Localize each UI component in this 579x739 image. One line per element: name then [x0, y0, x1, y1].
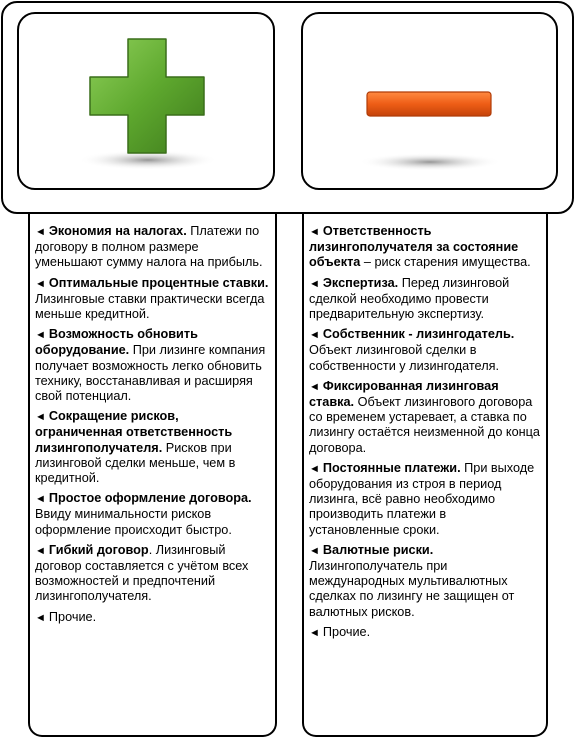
list-item: ◄ Постоянные платежи. При выходе оборудования из строя в период лизинга, всё равно необходимо производить платежи в установленные сроки.: [309, 460, 535, 537]
list-item: ◄ Простое оформление договора. Ввиду минимальности рисков оформление происходит быстро.: [35, 491, 252, 537]
list-item: ◄ Гибкий договор. Лизинговый договор составляется с учётом всех возможностей и предпочтений лизингополучателя.: [35, 542, 249, 604]
arrow-left-icon: ◄: [309, 462, 320, 475]
plus-icon: [19, 14, 273, 188]
list-item: ◄ Экономия на налогах. Платежи по договору в полном размере уменьшают сумму налога на прибыль.: [35, 224, 263, 270]
list-item: ◄ Ответственность лизингополучателя за состояние объекта – риск старения имущества.: [309, 224, 531, 270]
arrow-left-icon: ◄: [35, 544, 46, 557]
arrow-left-icon: ◄: [35, 611, 46, 624]
advantages-column: [28, 214, 277, 737]
arrow-left-icon: ◄: [309, 226, 320, 238]
arrow-left-icon: ◄: [35, 493, 46, 506]
arrow-left-icon: ◄: [35, 411, 46, 424]
arrow-left-icon: ◄: [35, 277, 46, 290]
arrow-left-icon: ◄: [35, 329, 46, 342]
plus-panel: [17, 12, 275, 190]
arrow-left-icon: ◄: [309, 277, 320, 290]
minus-panel: [301, 12, 558, 190]
arrow-left-icon: ◄: [309, 329, 320, 342]
list-item: ◄ Фиксированная лизинговая ставка. Объект лизингового договора со временем устаревает, а ставка по лизингу остаётся неизменной до конца договора.: [309, 378, 540, 455]
list-item: ◄ Прочие.: [309, 624, 371, 639]
arrow-left-icon: ◄: [35, 226, 46, 238]
list-item: ◄ Оптимальные процентные ставки. Лизинговые ставки практически всегда меньше кредитной.: [35, 275, 269, 322]
list-item: ◄ Собственник - лизингодатель. Объект лизинговой сделки в собственности у лизингодателя.: [309, 327, 515, 373]
arrow-left-icon: ◄: [309, 626, 320, 639]
advantages-list: [35, 224, 269, 631]
arrow-left-icon: ◄: [309, 544, 320, 557]
disadvantages-column: [302, 214, 548, 737]
list-item: ◄ Возможность обновить оборудование. При лизинге компания получает возможность легко обновить технику, восстанавливая и расширяя свой потенциал.: [35, 327, 266, 404]
list-item: ◄ Валютные риски. Лизингополучатель при международных мультивалютных сделках по лизингу не защищен от валютных рисков.: [309, 542, 515, 619]
disadvantages-list: [309, 224, 540, 646]
minus-icon: [303, 14, 556, 188]
arrow-left-icon: ◄: [309, 380, 320, 393]
list-item: ◄ Прочие.: [35, 609, 97, 624]
list-item: ◄ Экспертиза. Перед лизинговой сделкой необходимо провести предварительную экспертизу.: [309, 275, 510, 322]
list-item: ◄ Сокращение рисков, ограниченная ответственность лизингополучателя. Рисков при лизинговой сделки меньше, чем в кредитной.: [35, 409, 236, 486]
